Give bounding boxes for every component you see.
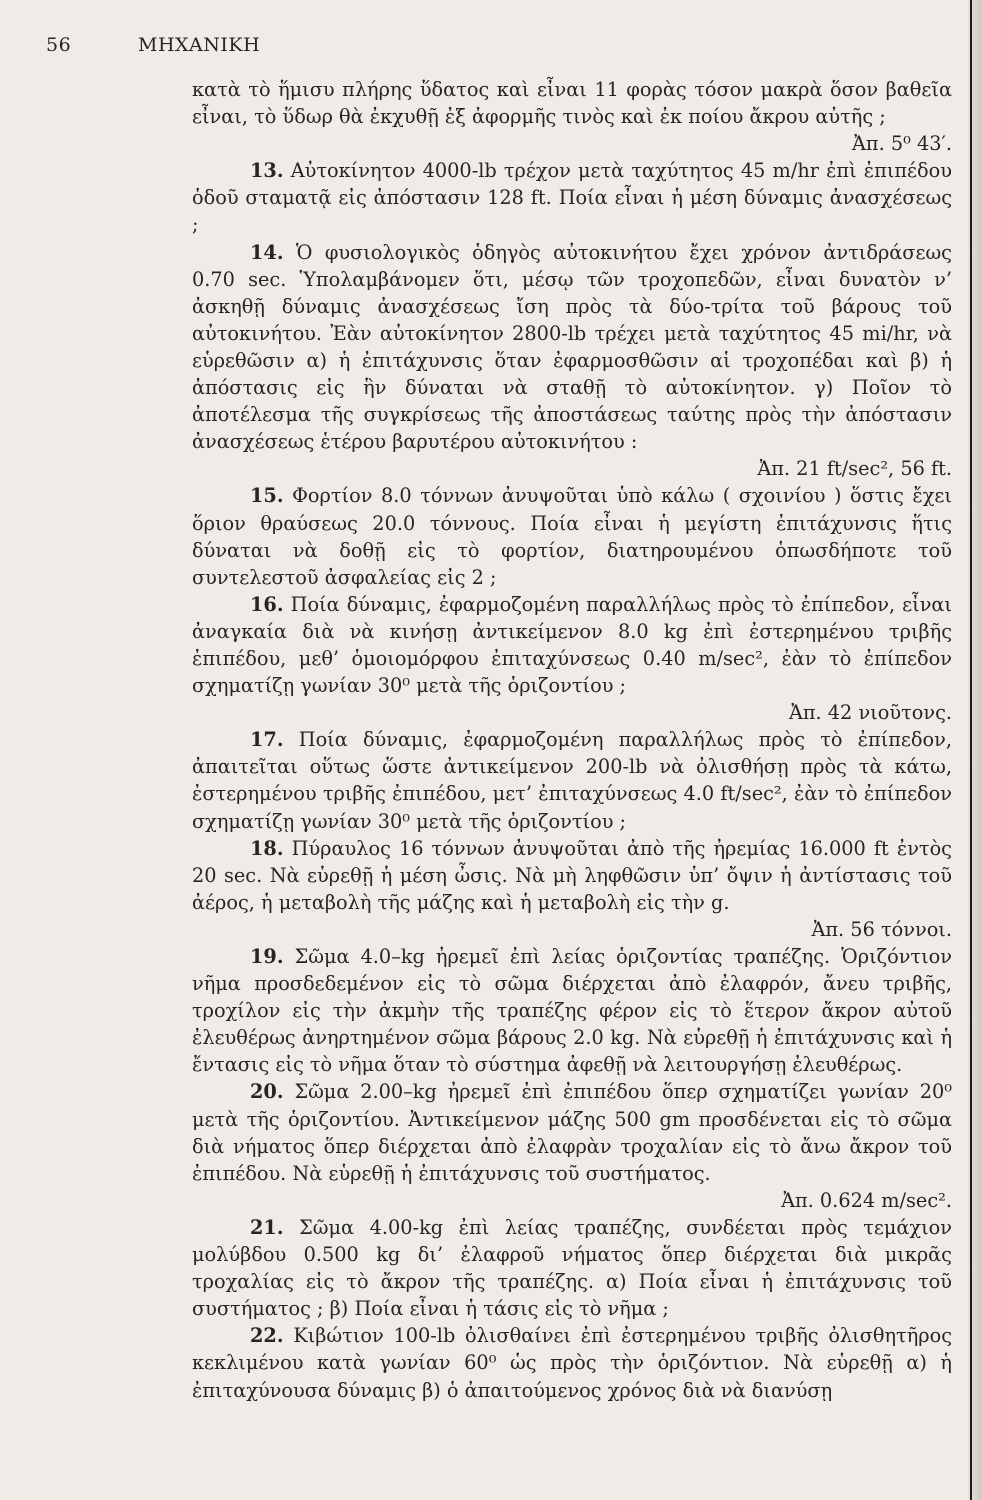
problem-21 [192, 1214, 952, 1322]
problem-text: Σῶμα 2.00–kg ἠρεμεῖ ἐπὶ ἐπιπέδου ὅπερ σχηματίζει γωνίαν 20⁰ μετὰ τῆς ὁριζοντίου. Ἀντικείμενον μάζης 500 gm προσδένεται εἰς τὸ σῶμα διὰ νήματος ὅπερ διέρχεται ἀπὸ ἐλαφρὰν τροχαλίαν εἰς τὸ ἄνω ἄκρον τοῦ ἐπιπέδου. Νὰ εὑρεθῇ ἡ ἐπιτάχυνσις τοῦ συστήματος. [192, 1080, 952, 1185]
problem-22 [192, 1322, 952, 1403]
problem-18 [192, 835, 952, 916]
problem-14 [192, 239, 952, 456]
running-title: ΜΗΧΑΝΙΚΗ [138, 34, 261, 56]
problem-text: Ποία δύναμις, ἐφαρμοζομένη παραλλήλως πρὸς τὸ ἐπίπεδον, ἀπαιτεῖται οὕτως ὥστε ἀντικείμενον 200-lb νὰ ὀλισθήσῃ πρὸς τὰ κάτω, ἐστερημένου τριβῆς ἐπιπέδου, μετ’ ἐπιταχύνσεως 4.0 ft/sec², ἐὰν τὸ ἐπίπεδον σχηματίζῃ γωνίαν 30⁰ μετὰ τῆς ὁριζοντίου ; [192, 728, 952, 833]
problem-17 [192, 726, 952, 834]
problem-number: 22. [250, 1324, 284, 1348]
problem-16 [192, 591, 952, 699]
problem-text: Ποία δύναμις, ἐφαρμοζομένη παραλλήλως πρὸς τὸ ἐπίπεδον, εἶναι ἀναγκαία διὰ νὰ κινήσῃ ἀντικείμενον 8.0 kg ἐπὶ ἐστερημένου τριβῆς ἐπιπέδου, μεθ’ ὁμοιομόρφου ἐπιταχύνσεως 0.40 m/sec², ἐὰν τὸ ἐπίπεδον σχηματίζῃ γωνίαν 30⁰ μετὰ τῆς ὁριζοντίου ; [192, 592, 952, 698]
page-number: 56 [46, 34, 72, 56]
problem-20 [192, 1078, 952, 1186]
paragraph-text: κατὰ τὸ ἥμισυ πλήρης ὕδατος καὶ εἶναι 11 φορὰς τόσον μακρὰ ὅσον βαθεῖα εἶναι, τὸ ὕδωρ θὰ ἐκχυθῇ ἐξ ἀφορμῆς τινὸς καὶ ἐκ ποίου ἄκρου αὐτῆς ; [192, 78, 952, 129]
problem-number: 20. [250, 1080, 284, 1104]
answer-line: Ἀπ. 5⁰ 43′. [851, 132, 952, 156]
problem-13 [192, 157, 952, 238]
problem-number: 14. [250, 240, 284, 264]
problem-number: 15. [250, 484, 284, 508]
answer-line: Ἀπ. 56 τόννοι. [811, 917, 952, 941]
problem-number: 17. [250, 728, 284, 752]
problem-text: Σῶμα 4.00-kg ἐπὶ λείας τραπέζης, συνδέεται πρὸς τεμάχιον μολύβδου 0.500 kg δι’ ἐλαφροῦ νήματος ὅπερ διέρχεται διὰ μικρᾶς τροχαλίας εἰς τὸ ἄκρον τῆς τραπέζης. α) Ποία εἶναι ἡ ἐπιτάχυνσις τοῦ συστήματος ; β) Ποία εἶναι ἡ τάσις εἰς τὸ νῆμα ; [192, 1215, 952, 1321]
answer-line: Ἀπ. 42 νιοῦτονς. [788, 701, 952, 725]
problem-text: Πύραυλος 16 τόννων ἀνυψοῦται ἀπὸ τῆς ἠρεμίας 16.000 ft ἐντὸς 20 sec. Νὰ εὑρεθῇ ἡ μέση ὦσις. Νὰ μὴ ληφθῶσιν ὑπ’ ὄψιν ἡ ἀντίστασις τοῦ ἀέρος, ἡ μεταβολὴ τῆς μάζης καὶ ἡ μεταβολὴ εἰς τὴν g. [192, 836, 952, 914]
problem-number: 18. [250, 836, 284, 860]
problem-text: Αὐτοκίνητον 4000-lb τρέχον μετὰ ταχύτητος 45 m/hr ἐπὶ ἐπιπέδου ὁδοῦ σταματᾷ εἰς ἀπόστασιν 128 ft. Ποία εἶναι ἡ μέση δύναμις ἀνασχέσεως ; [192, 159, 952, 237]
answer-line: Ἀπ. 0.624 m/sec². [781, 1188, 952, 1212]
answer-line: Ἀπ. 21 ft/sec², 56 ft. [757, 457, 952, 481]
problem-text: Σῶμα 4.0–kg ἠρεμεῖ ἐπὶ λείας ὁριζοντίας τραπέζης. Ὁριζόντιον νῆμα προσδεδεμένον εἰς τὸ σῶμα διέρχεται ἀπὸ ἐλαφρόν, ἄνευ τριβῆς, τροχίλον εἰς τὴν ἀκμὴν τῆς τραπέζης φέρον εἰς τὸ ἕτερον ἄκρον αὐτοῦ ἐλευθέρως ἀνηρτημένον σῶμα βάρους 2.0 kg. Νὰ εὑρεθῇ ἡ ἐπιτάχυνσις καὶ ἡ ἔντασις εἰς τὸ νῆμα ὅταν τὸ σύστημα ἀφεθῇ νὰ λειτουργήσῃ ἐλευθέρως. [192, 945, 952, 1077]
problem-text: Ὁ φυσιολογικὸς ὁδηγὸς αὐτοκινήτου ἔχει χρόνον ἀντιδράσεως 0.70 sec. Ὑπολαμβάνομεν ὅτι, μέσῳ τῶν τροχοπεδῶν, εἶναι δυνατὸν ν’ ἀσκηθῇ δύναμις ἀνασχέσεως ἴση πρὸς τὰ δύο-τρίτα τοῦ βάρους τοῦ αὐτοκινήτου. Ἐὰν αὐτοκίνητον 2800-lb τρέχει μετὰ ταχύτητος 45 mi/hr, νὰ εὑρεθῶσιν α) ἡ ἐπιτάχυνσις ὅταν ἐφαρμοσθῶσιν αἱ τροχοπέδαι καὶ β) ἡ ἀπόστασις εἰς ἣν δύναται νὰ σταθῇ τὸ αὐτοκίνητον. γ) Ποῖον τὸ ἀποτέλεσμα τῆς συγκρίσεως τῆς ἀποστάσεως ταύτης πρὸς τὴν ἀπόστασιν ἀνασχέσεως ἑτέρου βαρυτέρου αὐτοκινήτου : [192, 240, 952, 454]
page-header [46, 34, 926, 60]
problem-number: 19. [250, 945, 284, 968]
problem-15 [192, 482, 952, 590]
page-edge-line [970, 0, 972, 1500]
problem-number: 13. [250, 159, 284, 183]
problem-text: Κιβώτιον 100-lb ὀλισθαίνει ἐπὶ ἐστερημένου τριβῆς ὀλισθητῆρος κεκλιμένου κατὰ γωνίαν 60⁰ ὡς πρὸς τὴν ὁριζόντιον. Νὰ εὑρεθῇ α) ἡ ἐπιταχύνουσα δύναμις β) ὁ ἀπαιτούμενος χρόνος διὰ νὰ διανύσῃ [192, 1324, 952, 1402]
text-block [192, 76, 952, 1404]
problem-19 [192, 943, 952, 1078]
problem-number: 21. [250, 1215, 284, 1239]
paragraph-continuation [192, 76, 952, 130]
problem-text: Φορτίον 8.0 τόννων ἀνυψοῦται ὑπὸ κάλω ( σχοινίου ) ὅστις ἔχει ὅριον θραύσεως 20.0 τόννους. Ποία εἶναι ἡ μεγίστη ἐπιτάχυνσις ἥτις δύναται νὰ δοθῇ εἰς τὸ φορτίον, διατηρουμένου ὁπωσδήποτε τοῦ συντελεστοῦ ἀσφαλείας εἰς 2 ; [192, 484, 952, 589]
problem-number: 16. [250, 592, 284, 616]
